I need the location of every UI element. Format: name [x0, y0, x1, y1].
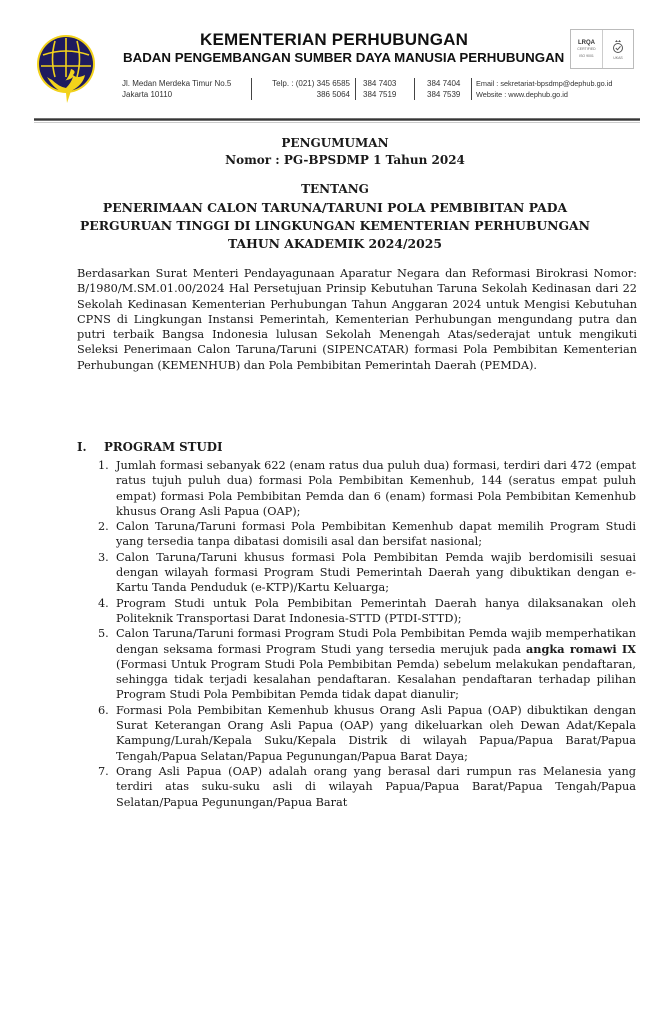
- phone-block-1: [260, 78, 350, 100]
- letterhead-rule-shadow: [34, 122, 640, 123]
- divider: [251, 78, 252, 100]
- certified-label: CERTIFIED: [577, 47, 596, 51]
- subject-line-3: TAHUN AKADEMIK 2024/2025: [227, 236, 443, 251]
- list-item: [98, 703, 636, 764]
- item-text: Program Studi untuk Pola Pembibitan Pemerintah Daerah hanya dilaksanakan oleh Politeknik Transportasi Darat Indonesia-STTD (PTDI-STTD);: [116, 596, 636, 625]
- contact-block: [476, 78, 612, 100]
- item-text-emphasis: angka romawi IX: [525, 641, 636, 656]
- list-item: [98, 458, 636, 519]
- item-number: 4.: [98, 596, 109, 610]
- phone-3: 384 7403: [363, 79, 397, 88]
- list-item: [98, 626, 636, 702]
- item-number: 7.: [98, 764, 109, 778]
- phone-6: 384 7539: [427, 90, 461, 99]
- letterhead-rule: [34, 118, 640, 121]
- item-text: Calon Taruna/Taruni khusus formasi Pola Pembibitan Pemda wajib berdomisili sesuai dengan wilayah formasi Program Studi Pemerintah Daerah yang dibuktikan dengan e-Kartu Tanda Penduduk (e-KTP)/Kartu Keluarga;: [116, 550, 636, 595]
- divider: [355, 78, 356, 100]
- subject-line-1: PENERIMAAN CALON TARUNA/TARUNI POLA PEMBIBITAN PADA: [102, 200, 568, 215]
- intro-paragraph: Berdasarkan Surat Menteri Pendayagunaan Aparatur Negara dan Reformasi Birokrasi Nomor: B/1980/M.SM.01.00/2024 Hal Persetujuan Prinsip Kebutuhan Taruna Sekolah Kedinasan dari 22 Sekolah Kedinasan Kementerian Perhubungan Tahun Anggaran 2024 untuk Mengisi Kebutuhan CPNS di Lingkungan Instansi Pemerintah, Kementerian Perhubungan mengundang putra dan putri terbaik Bangsa Indonesia lulusan Sekolah Menengah Atas/sederajat untuk mengikuti Seleksi Penerimaan Calon Taruna/Taruni (SIPENCATAR) formasi Pola Pembibitan Kementerian Perhubungan (KEMENHUB) dan Pola Pembibitan Pemerintah Daerah (PEMDA).: [77, 267, 637, 372]
- iso-label: ISO 9001: [579, 54, 594, 58]
- list-item: [98, 764, 636, 810]
- item-text: Calon Taruna/Taruni formasi Program Studi Pola Pembibitan Pemda wajib memperhatikan dengan seksama formasi Program Studi yang tersedia merujuk pada: [116, 627, 636, 656]
- divider: [471, 78, 472, 100]
- section-heading: [77, 440, 222, 454]
- item-text: Calon Taruna/Taruni formasi Pola Pembibitan Kemenhub dapat memilih Program Studi yang tersedia tanpa dibatasi domisili asal dan bersifat nasional;: [116, 520, 636, 549]
- lrqa-label: LRQA: [578, 40, 595, 46]
- address-line-1: Jl. Medan Merdeka Timur No.5: [122, 79, 232, 88]
- phone-5: 384 7404: [427, 79, 461, 88]
- list-item: [98, 519, 636, 550]
- subject-line-2: PERGURUAN TINGGI DI LINGKUNGAN KEMENTERIAN PERHUBUNGAN: [79, 218, 590, 233]
- ukas-crown-check-icon: [612, 39, 624, 55]
- section-title: PROGRAM STUDI: [104, 440, 223, 454]
- phone-block-3: [427, 78, 460, 100]
- ukas-label: UKAS: [613, 55, 623, 60]
- address-line-2: Jakarta 10110: [122, 90, 173, 99]
- divider: [414, 78, 415, 100]
- phone-4: 384 7519: [363, 90, 397, 99]
- about-label: TENTANG: [301, 182, 369, 196]
- phone-1: Telp. : (021) 345 6585: [272, 79, 350, 88]
- item-text: Orang Asli Papua (OAP) adalah orang yang berasal dari rumpun ras Melanesia yang terdiri atas suku-suku asli di wilayah Papua/Papua Barat/Papua Tengah/Papua Selatan/Papua Pegunungan/Papua Barat: [116, 764, 636, 809]
- kemenhub-logo-icon: [33, 33, 99, 105]
- phone-block-2: [363, 78, 396, 100]
- item-text: Formasi Pola Pembibitan Kemenhub khusus Orang Asli Papua (OAP) dibuktikan dengan Surat Keterangan Orang Asli Papua (OAP) yang dikeluarkan oleh Dewan Adat/Kepala Kampung/Lurah/Kepala Suku/Kepala Distrik di wilayah Papua/Papua Barat/Papua Tengah/Papua Selatan/Papua Pegunungan/Papua Barat Daya;: [116, 703, 636, 763]
- agency-name: BADAN PENGEMBANGAN SUMBER DAYA MANUSIA PERHUBUNGAN: [123, 50, 565, 65]
- list-item: [98, 596, 636, 627]
- address: [122, 78, 231, 100]
- ministry-name: KEMENTERIAN PERHUBUNGAN: [200, 30, 469, 49]
- item-text: Jumlah formasi sebanyak 622 (enam ratus dua puluh dua) formasi, terdiri dari 472 (empat ratus tujuh puluh dua) formasi Pola Pembibitan Kemenhub, 144 (seratus empat puluh empat) formasi Pola Pembibitan Pemda dan 6 (enam) formasi Pola Pembibitan Kemenhub khusus Orang Asli Papua (OAP);: [116, 459, 636, 518]
- item-number: 3.: [98, 550, 109, 564]
- website: Website : www.dephub.go.id: [476, 90, 568, 99]
- item-number: 2.: [98, 520, 109, 534]
- email: Email : sekretariat-bpsdmp@dephub.go.id: [476, 79, 613, 88]
- item-number: 6.: [98, 703, 109, 717]
- item-number: 5.: [98, 627, 109, 641]
- certification-badge: [570, 29, 634, 69]
- announcement-number: Nomor : PG-BPSDMP 1 Tahun 2024: [225, 153, 465, 167]
- section-number: I.: [77, 440, 87, 454]
- item-text: (Formasi Untuk Program Studi Pola Pembibitan Pemda) sebelum melakukan pendaftaran, sehingga tidak terjadi kesalahan pendaftaran. Kesalahan pendaftaran terhadap pilihan Program Studi Pola Pembibitan Pemda tidak dapat dianulir;: [116, 657, 636, 702]
- list-item: [98, 550, 636, 596]
- item-number: 1.: [98, 459, 109, 472]
- program-list: [98, 458, 636, 810]
- phone-2: 386 5064: [316, 90, 350, 99]
- announcement-type: PENGUMUMAN: [281, 136, 389, 150]
